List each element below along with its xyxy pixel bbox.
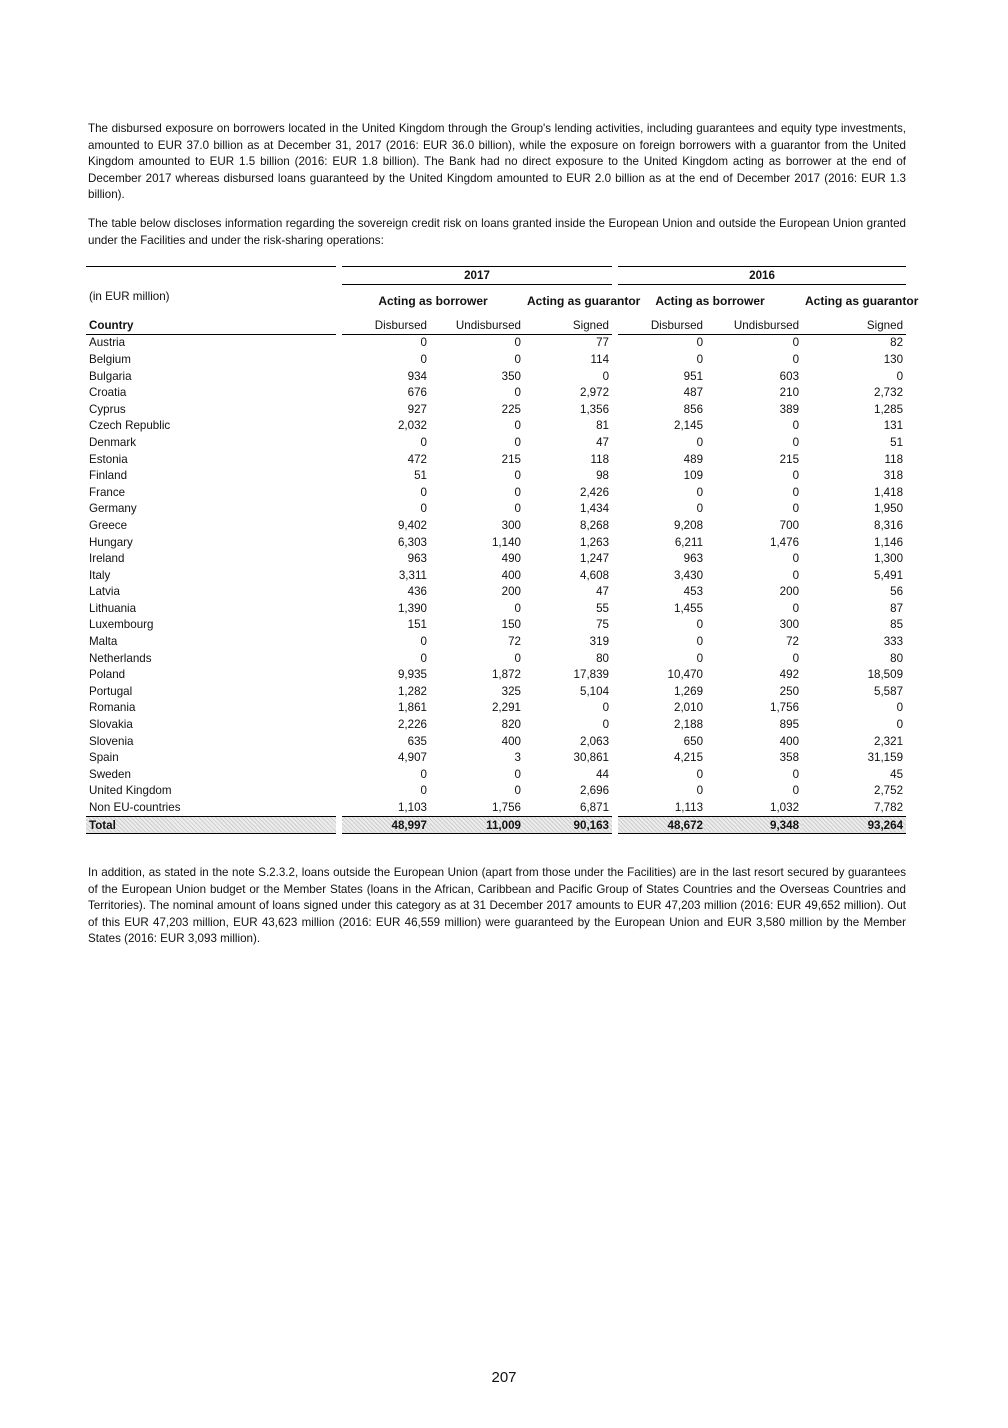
guarantor-header-2016: Acting as guarantor <box>805 294 919 308</box>
disbursed-2016-cell: 1,113 <box>674 801 704 815</box>
signed-2016-cell: 56 <box>890 585 904 599</box>
signed-2016-cell: 1,950 <box>874 502 904 516</box>
table-row <box>86 517 906 534</box>
signed-2017-cell: 55 <box>596 601 610 615</box>
guarantor-header-2017: Acting as guarantor <box>527 294 641 308</box>
undisbursed-2016-cell: 1,032 <box>770 801 800 815</box>
undisbursed-2017-cell: 2,291 <box>491 701 521 715</box>
signed-2017-cell: 47 <box>596 585 610 599</box>
signed-2016-cell: 1,285 <box>874 402 904 416</box>
signed-2017-cell: 0 <box>602 369 610 383</box>
country-cell: Poland <box>89 668 126 682</box>
disbursed-2017-cell: 0 <box>420 784 427 798</box>
undisbursed-2017-cell: 0 <box>514 502 521 516</box>
signed-2017-cell: 90,163 <box>524 816 612 834</box>
disbursed-2017-cell: 927 <box>407 402 427 416</box>
undisbursed-2017-cell: 400 <box>501 568 521 582</box>
disbursed-2016-cell: 10,470 <box>667 668 704 682</box>
signed-2017-cell: 2,696 <box>580 784 610 798</box>
disbursed-2017-cell: 0 <box>420 767 427 781</box>
disbursed-2016-cell: 963 <box>683 552 704 566</box>
undisbursed-2016-cell: 0 <box>792 485 800 499</box>
page-number: 207 <box>491 1369 517 1386</box>
signed-2016-cell: 318 <box>883 469 904 483</box>
signed-2017-cell: 47 <box>596 435 610 449</box>
disbursed-2017-cell: 963 <box>407 552 427 566</box>
table-row <box>86 716 906 733</box>
disbursed-2017-cell: 1,390 <box>397 601 427 615</box>
signed-2017-cell: 81 <box>596 419 610 433</box>
undisbursed-2016-cell: 0 <box>792 784 800 798</box>
signed-2017-cell: 1,434 <box>580 502 610 516</box>
country-cell: Latvia <box>89 585 120 599</box>
undisbursed-2017-cell: 1,872 <box>491 668 521 682</box>
signed-2016-cell: 31,159 <box>867 751 904 765</box>
undisbursed-2017-cell: 0 <box>514 419 521 433</box>
borrower-header-2017: Acting as borrower <box>378 294 488 308</box>
undisbursed-2016-cell: 215 <box>779 452 800 466</box>
signed-2017-cell: 17,839 <box>573 668 610 682</box>
year-2017-header: 2017 <box>342 267 612 285</box>
signed-2016-cell: 2,732 <box>874 386 904 400</box>
country-cell: Slovenia <box>89 734 134 748</box>
table-row <box>86 434 906 451</box>
intro-paragraph-uk-exposure: The disbursed exposure on borrowers located in the United Kingdom through the Group's lending activities, including guarantees and equity type investments, amounted to EUR 37.0 billion as at December 31, 2017 (2016: EUR 36.0 billion), while the exposure on foreign borrowers with a guarantor from the United Kingdom amounted to EUR 1.5 billion (2016: EUR 1.8 billion). The Bank had no direct exposure to the United Kingdom acting as borrower at the end of December 2017 whereas disbursed loans guaranteed by the United Kingdom amounted to EUR 2.0 billion as at the end of December 2017 (2016: EUR 1.3 billion). <box>88 122 906 202</box>
table-row <box>86 783 906 800</box>
disbursed-2016-cell: 0 <box>696 784 704 798</box>
table-row <box>86 550 906 567</box>
undisbursed-2017-cell: 11,009 <box>430 816 524 834</box>
table-row <box>86 650 906 667</box>
country-cell: Hungary <box>89 535 133 549</box>
disbursed-2016-cell: 2,188 <box>674 718 704 732</box>
header-blank <box>86 267 336 285</box>
disbursed-2016-cell: 856 <box>683 402 704 416</box>
signed-2016-cell: 18,509 <box>867 668 904 682</box>
disbursed-2016-cell: 1,269 <box>674 684 704 698</box>
undisbursed-2017-cell: 325 <box>501 684 521 698</box>
signed-2017-cell: 1,356 <box>580 402 610 416</box>
signed-2016-cell: 130 <box>883 352 904 366</box>
signed-2017-cell: 2,426 <box>580 485 610 499</box>
undisbursed-2016-cell: 1,756 <box>770 701 800 715</box>
signed-2016-cell: 333 <box>883 635 904 649</box>
undisbursed-2016-cell: 250 <box>779 684 800 698</box>
undisbursed-2016-cell: 9,348 <box>706 816 802 834</box>
undisbursed-2016-cell: 72 <box>786 635 800 649</box>
undisbursed-2016-cell: 400 <box>779 734 800 748</box>
signed-2017-cell: 44 <box>596 767 610 781</box>
disbursed-2017-cell: 436 <box>407 585 427 599</box>
undisbursed-2016-cell: 895 <box>779 718 800 732</box>
undisbursed-2017-cell: 3 <box>514 751 521 765</box>
signed-2016-cell: 1,418 <box>874 485 904 499</box>
signed-2016-cell: 51 <box>890 435 904 449</box>
disbursed-header-2016: Disbursed <box>618 317 706 334</box>
disbursed-2016-cell: 0 <box>696 502 704 516</box>
table-row <box>86 633 906 650</box>
signed-2016-cell: 0 <box>896 369 904 383</box>
country-cell: Greece <box>89 518 128 532</box>
signed-2017-cell: 5,104 <box>580 684 610 698</box>
undisbursed-2017-cell: 0 <box>514 469 521 483</box>
table-row <box>86 484 906 501</box>
disbursed-2017-cell: 934 <box>407 369 427 383</box>
undisbursed-2017-cell: 0 <box>514 485 521 499</box>
disbursed-2017-cell: 2,032 <box>397 419 427 433</box>
signed-2017-cell: 80 <box>596 651 610 665</box>
signed-2016-cell: 118 <box>884 452 904 466</box>
signed-2016-cell: 2,752 <box>874 784 904 798</box>
undisbursed-2017-cell: 0 <box>514 386 521 400</box>
table-row <box>86 567 906 584</box>
table-row <box>86 451 906 468</box>
undisbursed-2017-cell: 200 <box>501 585 521 599</box>
undisbursed-2016-cell: 0 <box>792 502 800 516</box>
undisbursed-2016-cell: 700 <box>779 518 800 532</box>
undisbursed-2017-cell: 72 <box>508 635 521 649</box>
year-2016-header: 2016 <box>618 267 906 285</box>
table-row <box>86 534 906 551</box>
signed-2017-cell: 6,871 <box>580 801 610 815</box>
country-cell: Slovakia <box>89 718 133 732</box>
undisbursed-2016-cell: 0 <box>792 568 800 582</box>
undisbursed-2016-cell: 0 <box>792 352 800 366</box>
disbursed-2016-cell: 2,145 <box>674 419 704 433</box>
signed-2017-cell: 2,972 <box>580 386 610 400</box>
table-row <box>86 749 906 766</box>
disbursed-2016-cell: 0 <box>696 618 704 632</box>
signed-2016-cell: 85 <box>890 618 904 632</box>
borrower-header-2016: Acting as borrower <box>655 294 765 308</box>
disbursed-2016-cell: 4,215 <box>674 751 704 765</box>
disbursed-2017-cell: 151 <box>407 618 427 632</box>
country-cell: Ireland <box>89 552 125 566</box>
disbursed-2017-cell: 0 <box>420 502 427 516</box>
signed-2017-cell: 98 <box>596 469 610 483</box>
disbursed-2016-cell: 109 <box>683 469 704 483</box>
signed-2017-cell: 8,268 <box>580 518 610 532</box>
disbursed-2016-cell: 453 <box>683 585 704 599</box>
undisbursed-2016-cell: 0 <box>792 419 800 433</box>
disbursed-2016-cell: 0 <box>696 435 704 449</box>
disbursed-2016-cell: 0 <box>696 651 704 665</box>
table-row <box>86 683 906 700</box>
country-cell: Netherlands <box>89 651 152 665</box>
disbursed-2016-cell: 951 <box>683 369 704 383</box>
disbursed-2017-cell: 1,282 <box>397 684 427 698</box>
country-cell: Croatia <box>89 386 127 400</box>
country-cell: Lithuania <box>89 601 137 615</box>
total-row <box>86 816 906 834</box>
signed-2016-cell: 0 <box>896 718 904 732</box>
undisbursed-2016-cell: 492 <box>779 668 800 682</box>
signed-2017-cell: 0 <box>602 701 610 715</box>
undisbursed-header-2017: Undisbursed <box>430 317 524 334</box>
undisbursed-2016-cell: 210 <box>779 386 800 400</box>
disbursed-2017-cell: 48,997 <box>342 816 430 834</box>
disbursed-2017-cell: 0 <box>420 651 427 665</box>
undisbursed-2017-cell: 215 <box>501 452 521 466</box>
signed-2016-cell: 82 <box>890 336 904 350</box>
signed-2017-cell: 118 <box>590 452 610 466</box>
country-cell: Italy <box>89 568 111 582</box>
table-row <box>86 384 906 401</box>
intro-paragraph-table: The table below discloses information regarding the sovereign credit risk on loans granted inside the European Union and outside the European Union granted under the Facilities and under the risk-sharing operations: <box>88 217 906 247</box>
signed-2016-cell: 1,300 <box>874 552 904 566</box>
country-cell: Malta <box>89 635 118 649</box>
undisbursed-2017-cell: 400 <box>501 734 521 748</box>
disbursed-2016-cell: 0 <box>696 767 704 781</box>
disbursed-2017-cell: 2,226 <box>397 718 427 732</box>
undisbursed-header-2016: Undisbursed <box>706 317 802 334</box>
country-cell: Belgium <box>89 352 131 366</box>
table-row <box>86 501 906 518</box>
disbursed-2016-cell: 9,208 <box>674 518 704 532</box>
undisbursed-2017-cell: 820 <box>501 718 521 732</box>
signed-2017-cell: 0 <box>602 718 610 732</box>
unit-label: (in EUR million) <box>89 289 170 303</box>
country-cell: Romania <box>89 701 136 715</box>
disbursed-2017-cell: 51 <box>414 469 427 483</box>
undisbursed-2016-cell: 0 <box>792 767 800 781</box>
table-row <box>86 368 906 385</box>
disbursed-2016-cell: 3,430 <box>674 568 704 582</box>
country-cell: Sweden <box>89 767 131 781</box>
disbursed-2016-cell: 487 <box>683 386 704 400</box>
signed-2017-cell: 1,247 <box>580 552 610 566</box>
signed-2017-cell: 75 <box>596 618 610 632</box>
signed-2016-cell: 8,316 <box>874 518 904 532</box>
table-row <box>86 334 906 351</box>
country-column-header: Country <box>86 317 336 334</box>
undisbursed-2016-cell: 603 <box>779 369 800 383</box>
country-cell: Total <box>86 816 336 834</box>
table-row <box>86 666 906 683</box>
undisbursed-2017-cell: 300 <box>501 518 521 532</box>
undisbursed-2016-cell: 200 <box>779 585 800 599</box>
disbursed-2017-cell: 3,311 <box>398 568 427 582</box>
undisbursed-2016-cell: 0 <box>792 336 800 350</box>
signed-2016-cell: 5,587 <box>874 684 904 698</box>
disbursed-2016-cell: 0 <box>696 352 704 366</box>
signed-2017-cell: 77 <box>596 336 610 350</box>
undisbursed-2017-cell: 150 <box>501 618 521 632</box>
country-cell: Czech Republic <box>89 419 171 433</box>
disbursed-2017-cell: 6,303 <box>397 535 427 549</box>
disbursed-header-2017: Disbursed <box>342 317 430 334</box>
disbursed-2017-cell: 0 <box>420 485 427 499</box>
undisbursed-2016-cell: 0 <box>792 435 800 449</box>
disbursed-2017-cell: 9,935 <box>397 668 427 682</box>
disbursed-2017-cell: 472 <box>407 452 427 466</box>
signed-2016-cell: 80 <box>890 651 904 665</box>
undisbursed-2017-cell: 0 <box>514 767 521 781</box>
undisbursed-2017-cell: 1,756 <box>491 801 521 815</box>
disbursed-2017-cell: 4,907 <box>397 751 427 765</box>
country-cell: Bulgaria <box>89 369 132 383</box>
country-cell: Spain <box>89 751 119 765</box>
undisbursed-2017-cell: 0 <box>514 435 521 449</box>
undisbursed-2016-cell: 0 <box>792 601 800 615</box>
signed-2016-cell: 131 <box>883 419 904 433</box>
disbursed-2017-cell: 1,861 <box>397 701 427 715</box>
table-row <box>86 617 906 634</box>
disbursed-2016-cell: 48,672 <box>618 816 706 834</box>
signed-header-2017: Signed <box>524 317 612 334</box>
signed-2016-cell: 45 <box>890 767 904 781</box>
undisbursed-2017-cell: 0 <box>514 601 521 615</box>
undisbursed-2017-cell: 350 <box>501 369 521 383</box>
undisbursed-2017-cell: 225 <box>501 402 521 416</box>
table-row <box>86 799 906 816</box>
undisbursed-2017-cell: 1,140 <box>491 535 521 549</box>
disbursed-2016-cell: 0 <box>696 485 704 499</box>
table-row <box>86 733 906 750</box>
signed-2016-cell: 87 <box>890 601 904 615</box>
disbursed-2017-cell: 635 <box>407 734 427 748</box>
signed-2016-cell: 93,264 <box>802 816 906 834</box>
disbursed-2017-cell: 0 <box>420 635 427 649</box>
table-row <box>86 351 906 368</box>
signed-2016-cell: 5,491 <box>874 568 904 582</box>
table-row <box>86 700 906 717</box>
disbursed-2016-cell: 6,211 <box>674 535 704 549</box>
country-cell: Luxembourg <box>89 618 154 632</box>
sovereign-credit-risk-table <box>86 266 919 834</box>
signed-2016-cell: 2,321 <box>874 734 904 748</box>
undisbursed-2016-cell: 0 <box>792 469 800 483</box>
table-row <box>86 467 906 484</box>
disbursed-2017-cell: 0 <box>420 435 427 449</box>
disbursed-2016-cell: 650 <box>683 734 704 748</box>
table-row <box>86 766 906 783</box>
signed-2017-cell: 1,263 <box>580 535 610 549</box>
country-cell: Denmark <box>89 435 137 449</box>
closing-paragraph: In addition, as stated in the note S.2.3.2, loans outside the European Union (apart from those under the Facilities) are in the last resort secured by guarantees of the European Union budget or the Member States (loans in the African, Caribbean and Pacific Group of States Countries and the Overseas Countries and Territories). The nominal amount of loans signed under this category as at 31 December 2017 amounts to EUR 47,203 million (2016: EUR 49,652 million). Out of this EUR 47,203 million, EUR 43,623 million (2016: EUR 46,559 million) were guaranteed by the European Union and EUR 3,580 million by the Member States (2016: EUR 3,093 million). <box>88 866 906 946</box>
undisbursed-2016-cell: 358 <box>779 751 800 765</box>
table-row <box>86 584 906 601</box>
country-cell: Cyprus <box>89 402 126 416</box>
undisbursed-2017-cell: 0 <box>514 651 521 665</box>
signed-2017-cell: 319 <box>589 635 610 649</box>
disbursed-2017-cell: 0 <box>420 336 427 350</box>
undisbursed-2017-cell: 0 <box>514 352 521 366</box>
country-cell: France <box>89 485 126 499</box>
signed-2016-cell: 1,146 <box>874 535 904 549</box>
disbursed-2017-cell: 1,103 <box>397 801 427 815</box>
undisbursed-2016-cell: 300 <box>779 618 800 632</box>
disbursed-2016-cell: 0 <box>696 336 704 350</box>
signed-2017-cell: 4,608 <box>580 568 610 582</box>
undisbursed-2017-cell: 490 <box>501 552 521 566</box>
table-row <box>86 600 906 617</box>
undisbursed-2016-cell: 1,476 <box>770 535 800 549</box>
disbursed-2016-cell: 489 <box>683 452 704 466</box>
signed-2016-cell: 7,782 <box>874 801 904 815</box>
country-cell: Non EU-countries <box>89 801 181 815</box>
undisbursed-2016-cell: 389 <box>779 402 800 416</box>
signed-2016-cell: 0 <box>896 701 904 715</box>
table-row <box>86 401 906 418</box>
disbursed-2017-cell: 676 <box>407 386 427 400</box>
undisbursed-2016-cell: 0 <box>792 552 800 566</box>
undisbursed-2017-cell: 0 <box>514 336 521 350</box>
disbursed-2017-cell: 9,402 <box>397 518 427 532</box>
signed-2017-cell: 30,861 <box>573 751 610 765</box>
undisbursed-2017-cell: 0 <box>514 784 521 798</box>
table-row <box>86 418 906 435</box>
country-cell: Estonia <box>89 452 128 466</box>
undisbursed-2016-cell: 0 <box>792 651 800 665</box>
table-body <box>86 334 906 834</box>
disbursed-2016-cell: 0 <box>696 635 704 649</box>
disbursed-2016-cell: 2,010 <box>674 701 704 715</box>
signed-2017-cell: 2,063 <box>580 734 610 748</box>
country-cell: United Kingdom <box>89 784 172 798</box>
country-cell: Austria <box>89 336 126 350</box>
country-cell: Finland <box>89 469 128 483</box>
disbursed-2017-cell: 0 <box>420 352 427 366</box>
country-cell: Germany <box>89 502 137 516</box>
signed-header-2016: Signed <box>802 317 906 334</box>
country-cell: Portugal <box>89 684 133 698</box>
signed-2017-cell: 114 <box>590 352 610 366</box>
disbursed-2016-cell: 1,455 <box>674 601 704 615</box>
